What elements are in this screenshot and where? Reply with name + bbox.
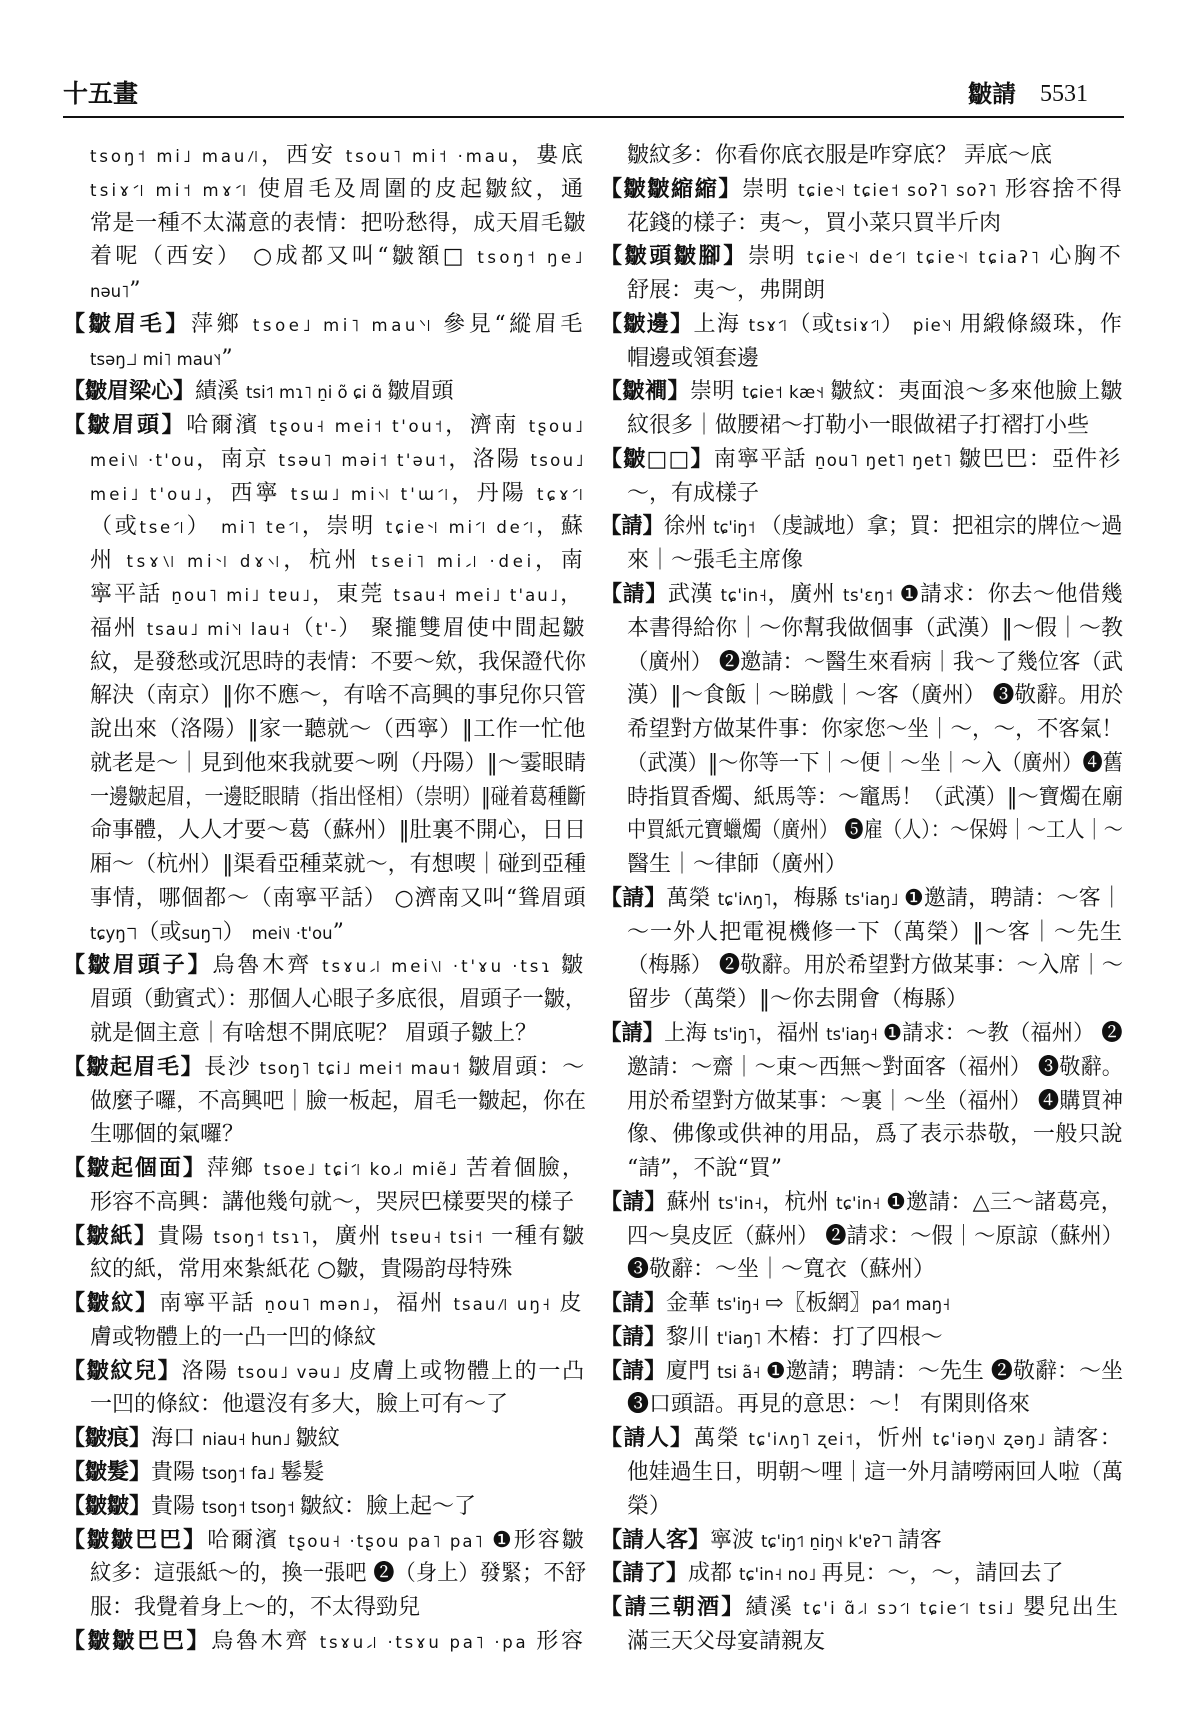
text-line <box>63 274 587 308</box>
text-line <box>600 646 1124 680</box>
text-line <box>600 1017 1124 1051</box>
text-line <box>600 1152 1124 1186</box>
text-line <box>63 679 587 713</box>
line-text: tɕyŋ˥˥（或suŋ˥˥） mei˥˩ ·t'ou” <box>90 919 344 945</box>
text-line <box>63 409 587 443</box>
ipa-transcription: tɕie˦˧ mi˦˥ de˦˥ <box>385 518 537 538</box>
headword: 【皺起眉毛】 <box>63 1053 205 1080</box>
text-line <box>63 949 587 983</box>
line-text: tsoŋ˦ mi˩ mau˩˥，西安 tsou˥ mi˦ ·mau，婁底 <box>90 143 586 168</box>
headword: 【請】 <box>600 513 664 540</box>
text-line <box>63 1051 587 1085</box>
text-line <box>63 983 587 1017</box>
text-line <box>63 510 587 544</box>
page-number: 5531 <box>1040 81 1088 107</box>
text-line <box>63 713 587 747</box>
line-text: 厢～（杭州）‖渠看亞種菜就～，有想喫｜碰到亞種 <box>90 852 587 878</box>
ipa-transcription: tsau˧ mei˩ t'au˩ <box>393 586 561 605</box>
headword: 【請】 <box>600 1290 667 1317</box>
text-line <box>63 646 587 680</box>
line-text: tsəŋ˩˩ mi˥ mau˥˧” <box>90 345 233 371</box>
line-text: 【請】上海 ts'iŋ˥，福州 ts'iaŋ˧ ❶請求：～教（福州） ❷ <box>600 1020 1123 1047</box>
ipa-transcription: tsɤu˩˨ mei˥˩ ·t'ɤu ·tsɿ <box>322 957 562 977</box>
line-text: 【皺皺巴巴】烏魯木齊 tsɤu˩˨ ·tsɤu pa˥ ·pa 形容 <box>63 1627 586 1654</box>
section-label: 十五畫 <box>63 79 139 108</box>
headword: 【皺眉毛】 <box>63 310 192 337</box>
line-text: 【皺眉梁心】績溪 tsi˦˥ mɿ˥ n̠i õ ɕi ɑ̃ 皺眉頭 <box>63 378 454 405</box>
line-text: 留步（萬榮）‖～你去開會（梅縣） <box>627 987 969 1013</box>
headword: 【皺髮】 <box>63 1459 152 1486</box>
ipa-transcription: tsou˥ mi˦ ·mau <box>345 147 512 166</box>
text-line <box>63 1253 587 1287</box>
text-line <box>63 1186 587 1220</box>
ipa-transcription: ts'ɛŋ˦ <box>842 586 900 605</box>
line-text: 像、佛像或供神的用品，爲了表示恭敬，一般只說 <box>627 1122 1124 1148</box>
line-text: 【皺邊】上海 tsɤ˦˥（或tsiɤ˦˥） pie˥˧ 用緞條綴珠，作 <box>600 310 1124 337</box>
ipa-transcription: tsei˥ mi˩˨ ·dei <box>371 552 535 572</box>
line-text: 就是個主意｜有啥想不開底呢？ 眉頭子皺上？ <box>90 1021 537 1047</box>
line-text: 解決（南京）‖你不應～，有啥不高興的事兒你只管 <box>90 683 587 709</box>
line-text: 【皺頭皺腳】崇明 tɕie˦˧ de˦˥ tɕie˦˧ tɕiaʔ˥ 心胸不 <box>600 243 1124 270</box>
line-text: 榮） <box>627 1493 672 1519</box>
line-text: 他娃過生日，明朝～哩｜這一外月請嘮兩回人啦（萬 <box>627 1460 1124 1486</box>
headword: 【皺起個面】 <box>63 1155 207 1182</box>
text-line <box>600 443 1124 477</box>
headword: 【皺□□】 <box>600 445 714 472</box>
ipa-transcription: tɕ'iʌŋ˥ <box>717 889 772 909</box>
headword: 【請了】 <box>600 1560 689 1587</box>
line-text: 【皺紋】南寧平話 n̠ou˥ mən˩，福州 tsau˩˥ uŋ˧ 皮 <box>63 1290 584 1317</box>
line-text: ～一外人把電視機修一下（萬榮）‖～客｜～先生 <box>627 919 1124 945</box>
ipa-transcription: tsiɤ˦˥ <box>835 315 882 335</box>
headword: 【請人】 <box>600 1425 694 1452</box>
ipa-transcription: tʂou˧ ·tʂou pa˥ pa˥ <box>288 1531 492 1551</box>
headword: 【皺紋】 <box>63 1290 160 1317</box>
line-text: 【請】徐州 tɕ'iŋ˦ （虔誠地）拿；買：把祖宗的牌位～過 <box>600 513 1123 540</box>
text-line <box>63 916 587 950</box>
line-text: 本書得給你｜～你幫我做個事（武漢）‖～假｜～教 <box>627 615 1124 641</box>
ipa-transcription: niau˧ hun˩ <box>202 1430 296 1450</box>
line-text: 【皺紋兒】洛陽 tsou˩ vəu˩ 皮膚上或物體上的一凸 <box>63 1357 586 1384</box>
line-text: 紋的紙，常用來紮紙花 ○皺，貴陽韵母特殊 <box>90 1257 513 1283</box>
text-line <box>63 1524 587 1558</box>
text-line <box>600 1253 1124 1287</box>
text-line <box>63 848 587 882</box>
ipa-transcription: tʂou˧ mei˦ t'ou˦ <box>269 417 446 437</box>
ipa-transcription: nəu˥ <box>90 282 130 302</box>
text-line <box>600 1051 1124 1085</box>
text-line <box>600 1422 1124 1456</box>
ipa-transcription: tsau˩˥ uŋ˧ <box>453 1295 560 1315</box>
headword: 【請三朝酒】 <box>600 1594 746 1621</box>
headword: 【皺眉頭子】 <box>63 952 213 979</box>
text-line <box>600 240 1124 274</box>
headword: 【皺痕】 <box>63 1425 152 1452</box>
line-text: 【皺起眉毛】長沙 tsoŋ˥ tɕi˩ mei˦ mau˦ 皺眉頭：～ <box>63 1053 586 1080</box>
ipa-transcription: suŋ˥˥ <box>181 923 223 943</box>
ipa-transcription: tsou˩ vəu˩ <box>237 1362 349 1382</box>
text-line <box>600 1355 1124 1389</box>
text-line <box>600 207 1124 241</box>
line-text: 【皺痕】海口 niau˧ hun˩ 皺紋 <box>63 1425 340 1452</box>
text-line <box>600 1388 1124 1422</box>
headword: 【皺紋兒】 <box>63 1357 182 1384</box>
ipa-transcription: tɕ'iŋ˦˥ n̠iŋ˦˨ k'ɐʔ˥˥ <box>761 1531 898 1551</box>
ipa-transcription: tɕ'i ɑ̃˩˨ sɔ˦˥ tɕie˦˥ tsi˩ <box>803 1599 1024 1619</box>
line-text: 滿三天父母宴請親友 <box>627 1628 826 1654</box>
text-line <box>63 578 587 612</box>
text-line <box>600 882 1124 916</box>
line-text: 【請人】萬榮 tɕ'iʌŋ˥ ʐei˦，忻州 tɕ'iəŋ˦˩ ʐəŋ˩ 請客： <box>600 1425 1124 1452</box>
line-text: 紋多：這張紙～的，換一張吧 ❷（身上）發緊；不舒 <box>90 1561 586 1587</box>
headword: 【皺皺】 <box>63 1492 152 1519</box>
text-line <box>600 1524 1124 1558</box>
text-line <box>63 1085 587 1119</box>
text-line <box>63 1388 587 1422</box>
ipa-transcription: tɕ'in˧ <box>720 586 768 605</box>
line-text: （或tse˦˥） mi˥ te˦˥，崇明 tɕie˦˧ mi˦˥ de˦˥，蘇 <box>90 514 586 540</box>
ipa-transcription: tsɤu˩˨ ·tsɤu pa˥ ·pa <box>319 1632 537 1652</box>
ipa-transcription: tsau˩ mi˥˧ lau˧ <box>146 619 292 639</box>
headword: 【請人客】 <box>600 1526 711 1553</box>
text-line <box>600 173 1124 207</box>
ipa-transcription: n̠ou˥ mi˩ tɐu˩ <box>171 586 313 605</box>
text-line <box>600 578 1124 612</box>
text-line <box>63 139 587 173</box>
line-text: 【請】武漢 tɕ'in˧，廣州 ts'ɛŋ˦ ❶請求：你去～他借幾 <box>600 581 1124 607</box>
text-line <box>63 1591 587 1625</box>
line-text: 希望對方做某件事：你家您～坐｜～，～，不客氣！ <box>627 717 1124 743</box>
line-text: 做麼子囉，不高興吧｜臉一板起，眉毛一皺起，你在 <box>90 1088 587 1114</box>
line-text: 漢）‖～食飯｜～睇戲｜～客（廣州） ❸敬辭。用於 <box>627 683 1123 709</box>
ipa-transcription: ts'in˧ <box>718 1193 763 1213</box>
line-text: 【請人客】寧波 tɕ'iŋ˦˥ n̠iŋ˦˨ k'ɐʔ˥˥ 請客 <box>600 1526 942 1553</box>
text-line <box>600 308 1124 342</box>
headword: 【請】 <box>600 1323 667 1350</box>
ipa-transcription: tɕ'iəŋ˦˩ ʐəŋ˩ <box>932 1430 1054 1450</box>
line-text: 邀請：～齋｜～東～西無～對面客（福州） ❸敬辭。 <box>627 1054 1123 1080</box>
headword: 【皺眉梁心】 <box>63 378 196 405</box>
text-line <box>63 443 587 477</box>
ipa-transcription: tɕie˦˧ de˦˥ tɕie˦˧ tɕiaʔ˥ <box>806 248 1050 268</box>
ipa-transcription: tsoŋ˦ tsoŋ˦ <box>202 1497 301 1517</box>
line-text: 一凹的條紋：他還沒有多大，臉上可有～了 <box>90 1392 509 1418</box>
text-line <box>63 544 587 578</box>
line-text: mei˩ t'ou˩，西寧 tsɯ˩ mi˦˨ t'ɯ˦˥，丹陽 tɕɤ˦˥ <box>90 480 587 506</box>
line-text: ～，有成樣子 <box>627 480 760 506</box>
ipa-transcription: tse˦˥ <box>139 518 187 538</box>
ipa-transcription: tsoe˩ mi˥ mau˥˧ <box>252 315 444 335</box>
line-text: 【請】萬榮 tɕ'iʌŋ˥，梅縣 ts'iaŋ˩ ❶邀請，聘請：～客｜ <box>600 884 1123 911</box>
header-rule <box>63 116 1124 118</box>
ipa-transcription: tsiɤ˦˥ mi˦ mɤ˦˥ <box>90 180 259 200</box>
text-line <box>600 139 1124 173</box>
line-text: 【請了】成都 tɕ'in˧ no˩ 再見：～，～，請回去了 <box>600 1560 1064 1587</box>
text-line <box>600 1625 1124 1659</box>
ipa-transcription: tsoŋ˦ fa˩ <box>202 1464 281 1484</box>
line-text: 【皺眉頭】哈爾濱 tʂou˧ mei˦ t'ou˦，濟南 tʂou˩ <box>63 412 586 439</box>
text-line <box>600 1287 1124 1321</box>
line-text: 皺紋多：你看你底衣服是咋穿底？ 弄底～底 <box>627 143 1052 168</box>
text-line <box>63 882 587 916</box>
line-text: 着呢（西安） ○成都又叫“皺額□ tsoŋ˦ ŋe˩ <box>90 244 586 270</box>
text-line <box>600 1186 1124 1220</box>
text-line <box>63 814 587 848</box>
line-text: 【皺眉毛】萍鄉 tsoe˩ mi˥ mau˥˧ 參見“縱眉毛 <box>63 310 587 337</box>
text-line <box>63 1625 587 1659</box>
text-line <box>600 1456 1124 1490</box>
line-text: 事情，哪個都～（南寧平話） ○濟南又叫“聳眉頭 <box>90 885 587 911</box>
ipa-transcription: tsoŋ˥ tɕi˩ mei˦ mau˦ <box>259 1058 469 1078</box>
text-line <box>63 342 587 376</box>
ipa-transcription: ts'iaŋ˩ <box>844 889 905 909</box>
line-text: 【請】黎川 t'iaŋ˥ 木樁：打了四根～ <box>600 1323 943 1350</box>
line-text: 說出來（洛陽）‖家一聽就～（西寧）‖工作一忙他 <box>90 717 587 743</box>
text-line <box>63 1557 587 1591</box>
text-line <box>600 1321 1124 1355</box>
text-line <box>600 409 1124 443</box>
text-line <box>600 544 1124 578</box>
ipa-transcription: tɕ'in˧ <box>836 1193 887 1213</box>
text-line <box>600 713 1124 747</box>
line-text: 【皺皺巴巴】哈爾濱 tʂou˧ ·tʂou pa˥ pa˥ ❶形容皺 <box>63 1526 586 1553</box>
line-text: nəu˥” <box>90 278 141 304</box>
line-text: （武漢）‖～你等一下｜～便｜～坐｜～入（廣州）❹舊 <box>627 750 1124 776</box>
line-text: tsiɤ˦˥ mi˦ mɤ˦˥ 使眉毛及周圍的皮起皺紋，通 <box>90 176 587 202</box>
text-line <box>600 510 1124 544</box>
line-text: 【皺髮】貴陽 tsoŋ˦ fa˩ 鬈髮 <box>63 1459 325 1486</box>
line-text: （梅縣） ❷敬辭。用於希望對方做某事：～入席｜～ <box>627 953 1123 979</box>
ipa-transcription: tɕ'iʌŋ˥ ʐei˦ <box>748 1430 855 1450</box>
ipa-transcription: tɕyŋ˥˥ <box>90 923 138 943</box>
ipa-transcription: mei˥˩ ·t'ou <box>90 450 197 470</box>
ipa-transcription: tsəŋ˩˩ mi˥ mau˥˧ <box>90 349 222 369</box>
text-line <box>63 1422 587 1456</box>
text-line <box>600 1490 1124 1524</box>
line-text: 四～臭皮匠（蘇州） ❷請求：～假｜～原諒（蘇州） <box>627 1223 1123 1249</box>
text-line <box>600 983 1124 1017</box>
ipa-transcription: pie˥˧ <box>912 315 960 335</box>
text-line <box>63 781 587 815</box>
line-text: “請”，不說“買” <box>627 1156 782 1182</box>
ipa-transcription: tɕ'iŋ˦ <box>713 518 761 538</box>
text-line <box>600 274 1124 308</box>
line-text: （廣州） ❷邀請：～醫生來看病｜我～了幾位客（武 <box>627 649 1123 675</box>
line-text: 形容不高興：講他幾句就～，哭屄巴樣要哭的樣子 <box>90 1189 575 1215</box>
line-text: 命事體，人人才要～葛（蘇州）‖肚裏不開心，日日 <box>90 818 587 844</box>
line-text: ❸敬辭：～坐｜～寬衣（蘇州） <box>627 1257 936 1283</box>
headword: 【皺頭皺腳】 <box>600 243 748 270</box>
ipa-transcription: tsɐu˧ tsi˦ <box>390 1227 492 1247</box>
ipa-transcription: tɕie˦ kæ˦˧ <box>742 383 831 403</box>
line-text: 福州 tsau˩ mi˥˧ lau˧（t'-） 聚攏雙眉使中間起皺 <box>90 615 587 641</box>
text-line <box>600 1591 1124 1625</box>
ipa-transcription: tɕɤ˦˥ <box>537 484 587 504</box>
text-line <box>63 173 587 207</box>
line-text: 紋很多｜做腰裙～打勒小一眼做裙子打褶打小些 <box>627 413 1090 439</box>
text-line <box>63 207 587 241</box>
text-line <box>63 1287 587 1321</box>
ipa-transcription: tsou˩ <box>530 450 586 470</box>
ipa-transcription: tʂou˩ <box>528 417 586 437</box>
line-text: 中買紙元寶蠟燭（廣州） ❺雇（人）：～保姆｜～工人｜～ <box>627 818 1123 844</box>
ipa-transcription: tsəu˥ məi˦ t'əu˦ <box>278 450 449 470</box>
line-text: 【皺皺】貴陽 tsoŋ˦ tsoŋ˦ 皺紋：臉上起～了 <box>63 1492 477 1519</box>
ipa-transcription: tsɤ˦˥ <box>748 315 789 335</box>
ipa-transcription: pa˧˥ maŋ˧ <box>871 1295 951 1315</box>
right-column <box>600 139 1124 1669</box>
text-line <box>600 949 1124 983</box>
left-column <box>63 139 587 1669</box>
line-text: 醫生｜～律師（廣州） <box>627 852 848 878</box>
line-text: 【請】蘇州 ts'in˧，杭州 tɕ'in˧ ❶邀請：△三～諸葛亮， <box>600 1188 1123 1215</box>
line-text: 州 tsɤ˥˩ mi˦˧ dɤ˦˨，杭州 tsei˥ mi˩˨ ·dei，南 <box>90 548 587 574</box>
text-line <box>63 1152 587 1186</box>
text-line <box>63 1456 587 1490</box>
text-line <box>63 1017 587 1051</box>
headword: 【請】 <box>600 581 668 607</box>
text-line <box>600 612 1124 646</box>
line-text: mei˥˩ ·t'ou，南京 tsəu˥ məi˦ t'əu˦，洛陽 tsou˩ <box>90 446 586 472</box>
text-line <box>600 477 1124 511</box>
text-line <box>600 916 1124 950</box>
ipa-transcription: mei˩ t'ou˩ <box>90 484 206 504</box>
text-line <box>63 477 587 511</box>
line-text: 服：我覺着身上～的，不太得勁兒 <box>90 1595 421 1621</box>
guide-words: 皺請 <box>968 79 1016 108</box>
line-text: 【皺襇】崇明 tɕie˦ kæ˦˧ 皺紋：夷面浪～多來他臉上皺 <box>600 378 1123 405</box>
text-line <box>63 1220 587 1254</box>
line-text: 膚或物體上的一凸一凹的條紋 <box>90 1324 377 1350</box>
headword: 【皺邊】 <box>600 310 694 337</box>
line-text: 生哪個的氣囉？ <box>90 1122 245 1148</box>
text-line <box>600 1085 1124 1119</box>
text-line <box>600 848 1124 882</box>
line-text: 【請】金華 ts'iŋ˧ ⇨〖板網〗pa˧˥ maŋ˧ <box>600 1290 951 1317</box>
text-line <box>600 679 1124 713</box>
line-text: 來｜～張毛主席像 <box>627 548 804 574</box>
headword: 【請】 <box>600 1188 667 1215</box>
ipa-transcription: ts'iaŋ˧ <box>826 1025 883 1045</box>
text-line <box>63 1118 587 1152</box>
text-line <box>600 1557 1124 1591</box>
text-line <box>600 1118 1124 1152</box>
headword: 【皺皺縮縮】 <box>600 175 743 202</box>
line-text: 就老是～｜見到他來我就要～咧（丹陽）‖～霎眼睛 <box>90 750 587 776</box>
ipa-transcription: tɕ'in˧ no˩ <box>739 1565 822 1585</box>
ipa-transcription: t'iaŋ˥ <box>717 1328 767 1348</box>
headword: 【請】 <box>600 1357 667 1384</box>
line-text: 【皺起個面】萍鄉 tsoe˩ tɕi˦˥ ko˩˨ miẽ˩ 苦着個臉， <box>63 1155 586 1182</box>
line-text: 【請】廈門 tsi ã˧ ❶邀請；聘請：～先生 ❷敬辭：～坐 <box>600 1357 1124 1384</box>
headword: 【皺皺巴巴】 <box>63 1526 208 1553</box>
headword: 【請】 <box>600 1020 665 1047</box>
text-line <box>600 342 1124 376</box>
line-text: 用於希望對方做某事：～裏｜～坐（福州） ❹購買神 <box>627 1088 1123 1114</box>
line-text: 【皺眉頭子】烏魯木齊 tsɤu˩˨ mei˥˩ ·t'ɤu ·tsɿ 皺 <box>63 952 587 979</box>
text-line <box>63 1321 587 1355</box>
ipa-transcription: tsoŋ˦ mi˩ mau˩˥ <box>90 147 262 166</box>
ipa-transcription: tɕie˦˧ tɕie˦ soʔ˥ soʔ˥ <box>798 180 1005 200</box>
ipa-transcription: mi˥ te˦˥ <box>221 518 302 538</box>
line-text: ❸口頭語。再見的意思：～！ 有閑則佫來 <box>627 1392 1030 1418</box>
ipa-transcription: ts'iŋ˧ <box>717 1295 766 1315</box>
text-line <box>600 781 1124 815</box>
ipa-transcription: tsɯ˩ mi˦˨ t'ɯ˦˥ <box>290 484 452 504</box>
headword: 【皺皺巴巴】 <box>63 1627 212 1654</box>
line-text: 一邊皺起眉，一邊眨眼睛（指出怪相）（崇明）‖碰着葛種斷 <box>90 784 587 810</box>
headword: 【請】 <box>600 884 667 911</box>
ipa-transcription: tsi˦˥ mɿ˥ n̠i õ ɕi ɑ̃ <box>246 383 388 403</box>
ipa-transcription: ts'iŋ˥ <box>713 1025 756 1045</box>
text-line <box>600 747 1124 781</box>
text-line <box>63 1355 587 1389</box>
headword: 【皺眉頭】 <box>63 412 187 439</box>
headword: 【皺襇】 <box>600 378 690 405</box>
line-text: 眉頭（動賓式）：那個人心眼子多底很，眉頭子一皺， <box>90 987 587 1013</box>
text-line <box>63 375 587 409</box>
ipa-transcription: mei˥˩ ·t'ou <box>251 923 333 943</box>
text-line <box>63 240 587 274</box>
line-text: 時指買香燭、紙馬等：～竈馬！（武漢）‖～寶燭在廟 <box>627 784 1124 810</box>
line-text: 紋，是發愁或沉思時的表情：不要～欸，我保證代你 <box>90 649 587 675</box>
ipa-transcription: t'- <box>315 619 339 639</box>
ipa-transcription: tsoŋ˦ tsɿ˥ <box>213 1227 312 1247</box>
line-text: 花錢的樣子：夷～，買小菜只買半斤肉 <box>627 210 1002 236</box>
ipa-transcription: n̠ou˥ ŋet˥ ŋet˥ <box>815 450 959 470</box>
line-text: 【請三朝酒】績溪 tɕ'i ɑ̃˩˨ sɔ˦˥ tɕie˦˥ tsi˩ 嬰兒出生 <box>600 1594 1121 1621</box>
line-text: 【皺皺縮縮】崇明 tɕie˦˧ tɕie˦ soʔ˥ soʔ˥ 形容捨不得 <box>600 175 1124 202</box>
ipa-transcription: tsoe˩ tɕi˦˥ ko˩˨ miẽ˩ <box>263 1160 466 1180</box>
line-text: 寧平話 n̠ou˥ mi˩ tɐu˩，東莞 tsau˧ mei˩ t'au˩， <box>90 582 585 607</box>
ipa-transcription: tsoŋ˦ ŋe˩ <box>477 248 586 268</box>
text-line <box>63 1490 587 1524</box>
line-text: 【皺□□】南寧平話 n̠ou˥ ŋet˥ ŋet˥ 皺巴巴：亞件衫 <box>600 445 1122 472</box>
line-text: 常是一種不太滿意的表情：把吩愁得，成天眉毛皺 <box>90 210 587 236</box>
line-text: 帽邊或領套邊 <box>627 345 760 371</box>
text-line <box>63 747 587 781</box>
ipa-transcription: n̠ou˥ mən˩ <box>264 1295 373 1315</box>
line-text: 【皺紙】貴陽 tsoŋ˦ tsɿ˥，廣州 tsɐu˧ tsi˦ 一種有皺 <box>63 1222 586 1249</box>
text-line <box>600 814 1124 848</box>
text-line <box>63 308 587 342</box>
headword: 【皺紙】 <box>63 1222 158 1249</box>
ipa-transcription: tsɤ˥˩ mi˦˧ dɤ˦˨ <box>126 552 284 572</box>
text-line <box>600 375 1124 409</box>
line-text: 舒展：夷～，弗開朗 <box>627 278 826 304</box>
ipa-transcription: tsi ã˧ <box>717 1362 766 1382</box>
text-line <box>600 1220 1124 1254</box>
text-line <box>63 612 587 646</box>
